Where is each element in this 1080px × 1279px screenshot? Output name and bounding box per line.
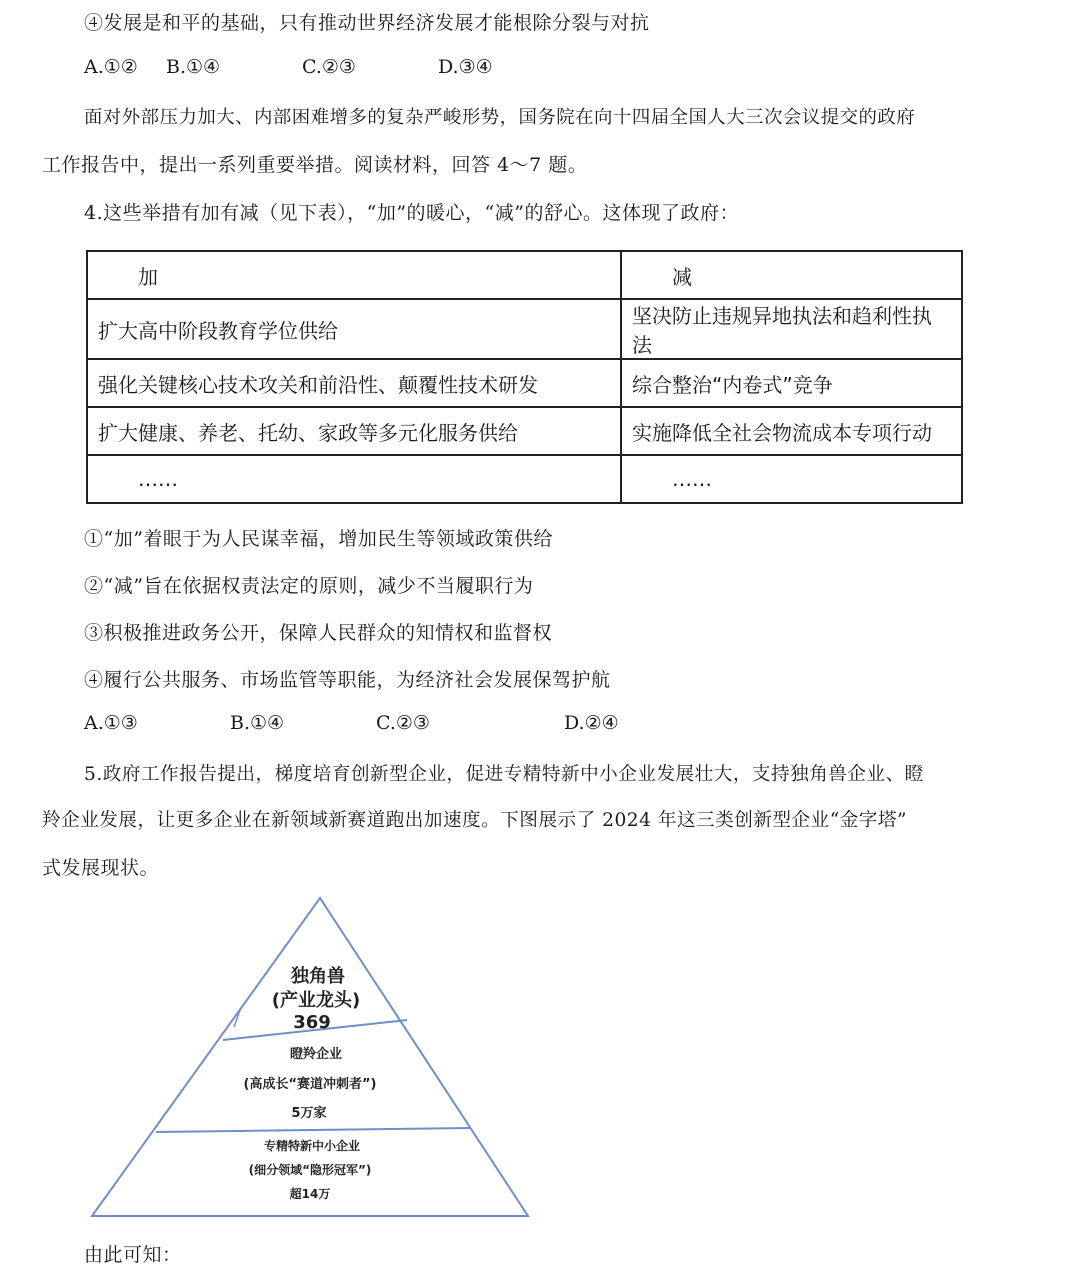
intro-item: ④发展是和平的基础，只有推动世界经济发展才能根除分裂与对抗 (84, 12, 650, 34)
pyramid-middle-desc: (高成长“赛道冲刺者”) (243, 1077, 377, 1092)
table-header-add: 加 (87, 251, 621, 299)
q4-table (86, 250, 963, 504)
q5-conclusion: 由此可知： (84, 1244, 182, 1266)
q3-option-d: D.③④ (438, 56, 493, 78)
pyramid-bottom-desc: (细分领域“隐形冠军”) (248, 1163, 372, 1177)
q4-option-d: D.②④ (564, 712, 619, 734)
q4-item-1: ①“加”着眼于为人民谋幸福，增加民生等领域政策供给 (84, 528, 553, 550)
table-row (87, 299, 962, 359)
q3-option-c: C.②③ (302, 56, 356, 78)
q4-option-a: A.①③ (84, 712, 138, 734)
table-cell: 扩大高中阶段教育学位供给 (87, 299, 621, 359)
q4-option-c: C.②③ (376, 712, 430, 734)
pyramid-divider-bottom (156, 1128, 471, 1132)
pyramid-top-desc: (产业龙头) (271, 990, 361, 1011)
q3-option-a: A.①② (84, 56, 138, 78)
pyramid-bottom-name: 专精特新中小企业 (263, 1139, 361, 1153)
pyramid-top-name: 独角兽 (291, 966, 345, 987)
table-cell: 强化关键核心技术攻关和前沿性、颠覆性技术研发 (87, 359, 621, 407)
table-header-reduce: 减 (621, 251, 962, 299)
pyramid-middle-name: 瞪羚企业 (289, 1047, 343, 1062)
table-cell: 实施降低全社会物流成本专项行动 (621, 407, 962, 455)
table-cell: …… (87, 455, 621, 503)
q5-line-1: 5.政府工作报告提出，梯度培育创新型企业，促进专精特新中小企业发展壮大，支持独角兽企业、瞪 (84, 764, 924, 785)
table-row (87, 455, 962, 503)
q4-item-3: ③积极推进政务公开，保障人民群众的知情权和监督权 (84, 622, 553, 644)
pyramid-top-count: 369 (293, 1012, 331, 1033)
passage-line-1: 面对外部压力加大、内部困难增多的复杂严峻形势，国务院在向十四届全国人大三次会议提交的政府 (84, 107, 916, 128)
table-cell: 扩大健康、养老、托幼、家政等多元化服务供给 (87, 407, 621, 455)
table-cell: …… (621, 455, 962, 503)
pyramid-diagram (84, 892, 544, 1222)
pyramid-bottom-count: 超14万 (289, 1187, 331, 1201)
table-row (87, 359, 962, 407)
q3-option-b: B.①④ (166, 56, 221, 78)
q5-line-2: 羚企业发展，让更多企业在新领域新赛道跑出加速度。下图展示了 2024 年这三类创新型企业“金字塔” (42, 810, 907, 831)
table-cell: 综合整治“内卷式”竞争 (621, 359, 962, 407)
q4-item-2: ②“减”旨在依据权责法定的原则，减少不当履职行为 (84, 575, 534, 597)
table-cell: 坚决防止违规异地执法和趋利性执法 (621, 299, 962, 359)
pyramid-middle-count: 5万家 (291, 1106, 327, 1121)
table-header-row (87, 251, 962, 299)
q5-line-3: 式发展现状。 (42, 857, 160, 879)
q4-stem: 4.这些举措有加有减（见下表），“加”的暖心，“减”的舒心。这体现了政府： (84, 202, 739, 224)
table-row (87, 407, 962, 455)
q4-item-4: ④履行公共服务、市场监管等职能，为经济社会发展保驾护航 (84, 669, 611, 691)
passage-line-2: 工作报告中，提出一系列重要举措。阅读材料，回答 4～7 题。 (42, 154, 588, 176)
q4-option-b: B.①④ (230, 712, 285, 734)
